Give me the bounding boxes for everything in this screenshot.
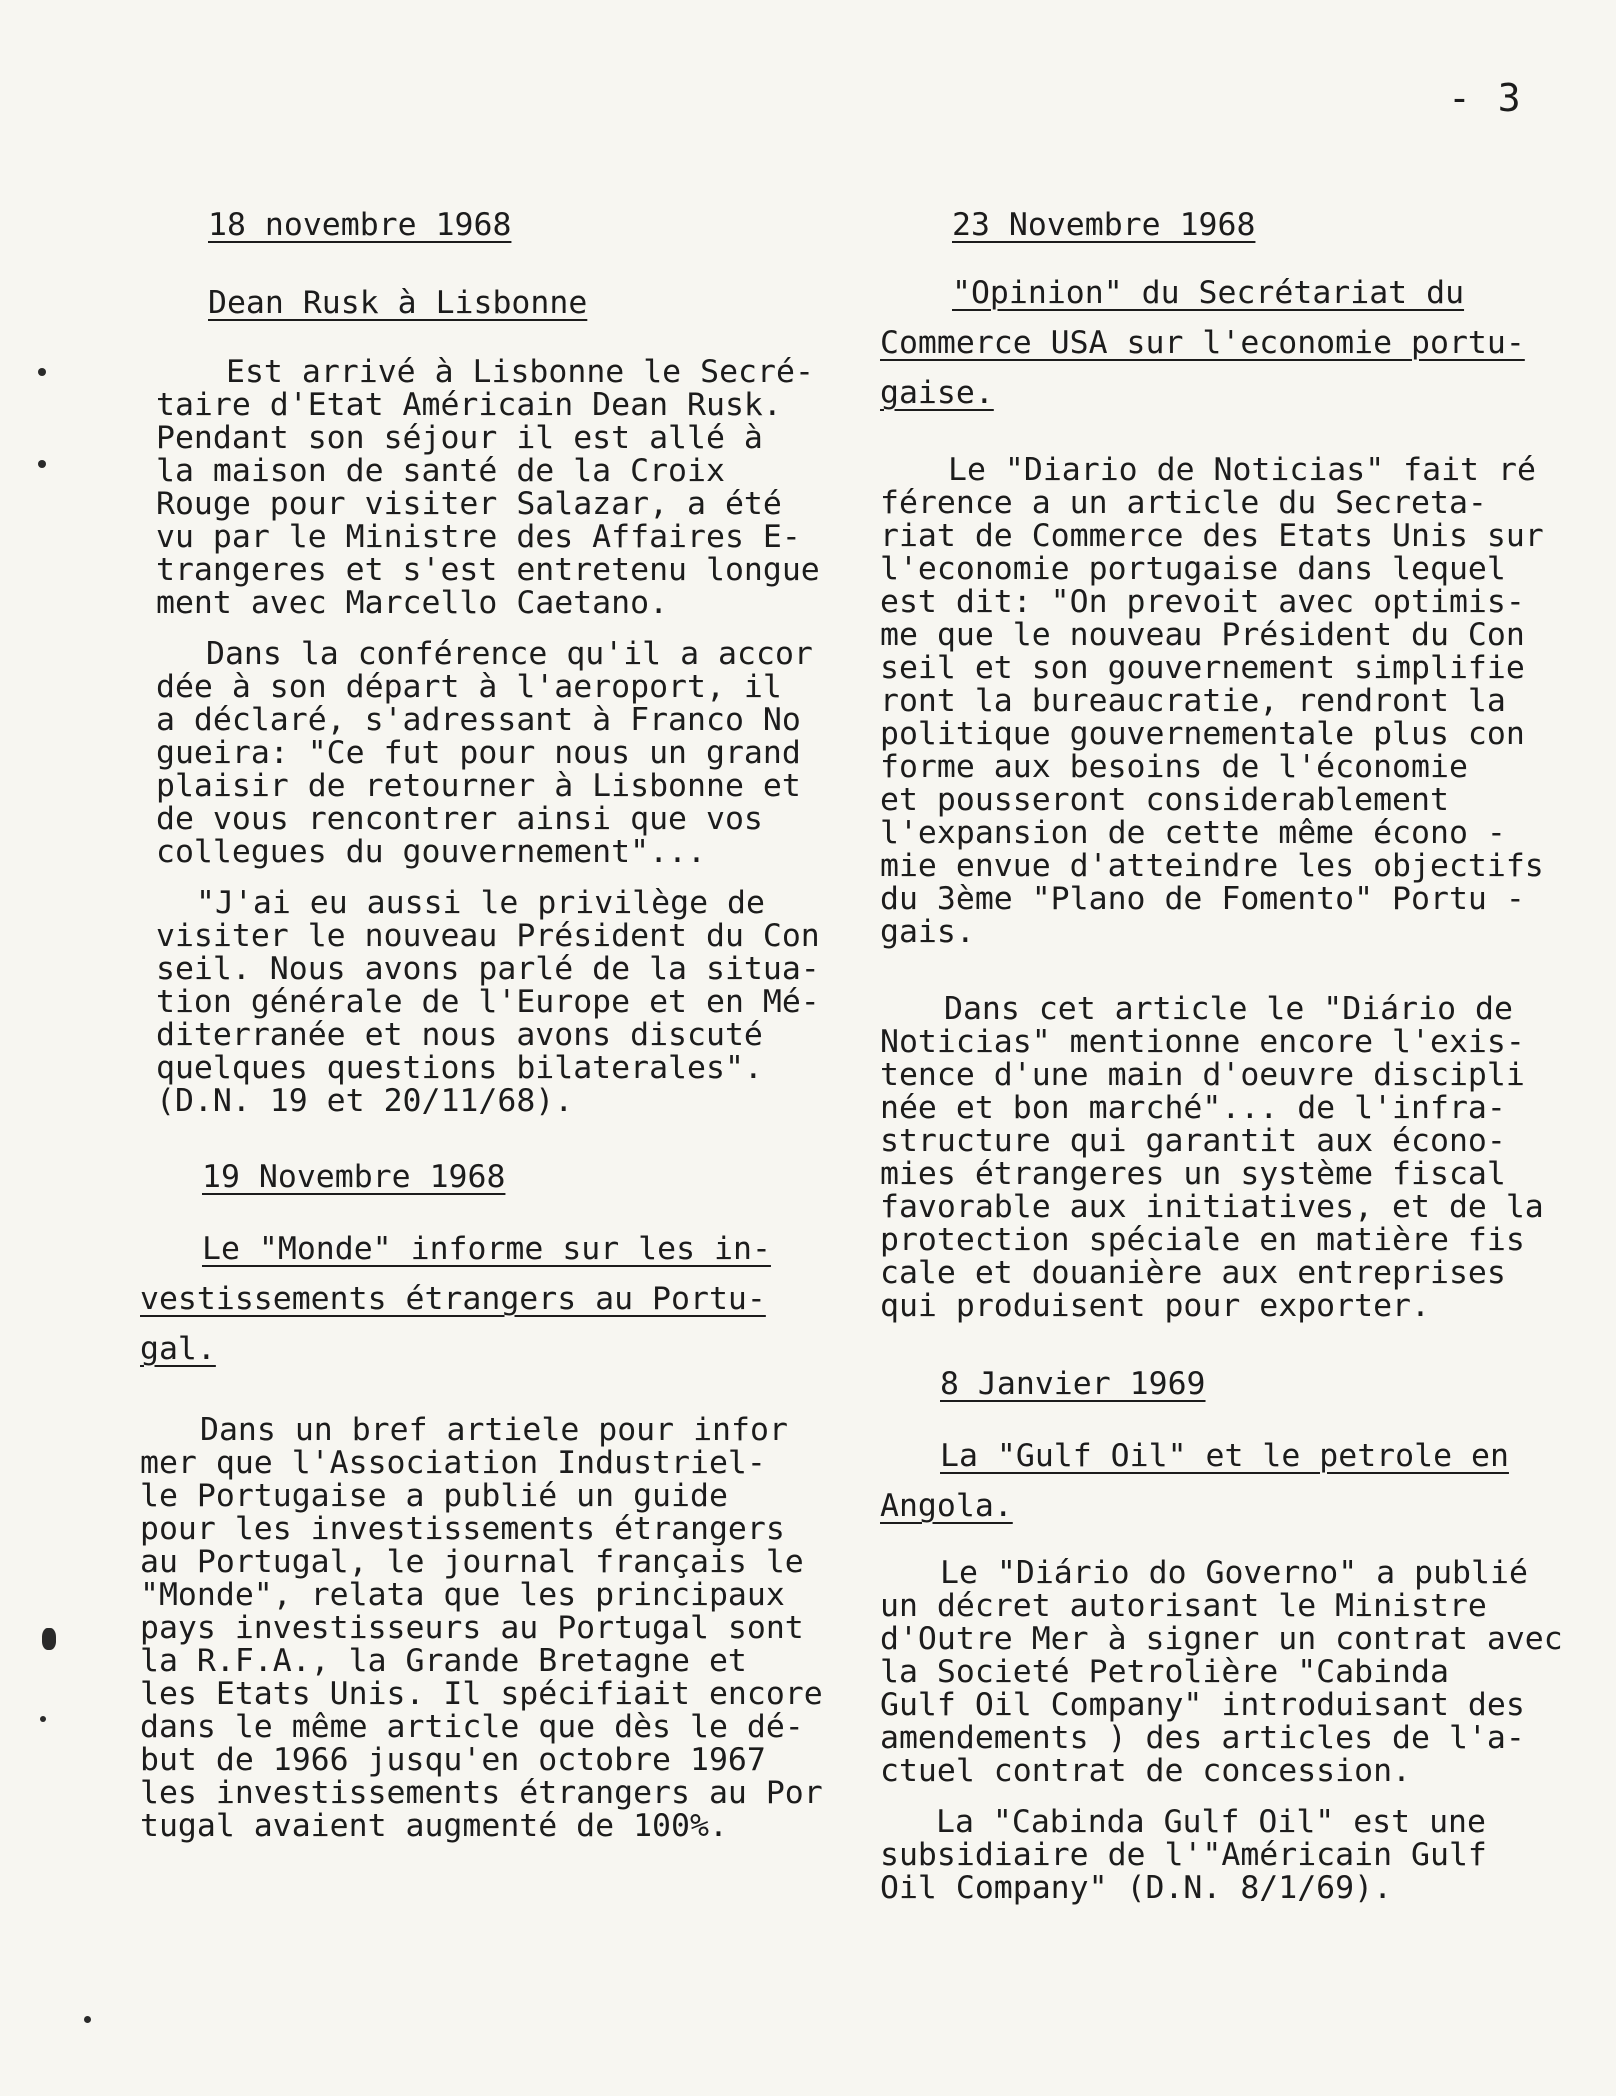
article-gulf-oil bbox=[880, 1359, 1580, 1905]
article-monde bbox=[140, 1152, 860, 1843]
article-paragraph: "J'ai eu aussi le privilège de visiter le nouveau Président du Con seil. Nous avons parlé de la situa- tion générale de l'Europe et en Mé- diterranée et nous avons discuté quelques questions bilaterales". (D.N. 19 et 20/11/68). bbox=[156, 885, 820, 1119]
article-paragraph: Le "Diário do Governo" a publié un décret autorisant le Ministre d'Outre Mer à signer un contrat avec la Societé Petrolière "Cabinda Gulf Oil Company" introduisant des amendements ) des articles de l'a- ctuel contrat de concession. bbox=[880, 1555, 1563, 1789]
article-date: 23 Novembre 1968 bbox=[952, 207, 1256, 243]
left-column bbox=[140, 200, 860, 1861]
page-number: - 3 bbox=[1448, 76, 1523, 120]
article-paragraph: Dans cet article le "Diário de Noticias" mentionne encore l'exis- tence d'une main d'oeuvre discipli née et bon marché"... de l'infra- structure qui garantit aux écono- mies étrangeres un système fiscal favorable aux initiatives, et de la protection spéciale en matière fis cale et douanière aux entreprises qui produisent pour exporter. bbox=[880, 991, 1544, 1324]
scan-mark bbox=[84, 2016, 91, 2023]
article-paragraph: La "Cabinda Gulf Oil" est une subsidiaire de l'"Américain Gulf Oil Company" (D.N. 8/1/69). bbox=[880, 1804, 1487, 1906]
article-date: 8 Janvier 1969 bbox=[940, 1366, 1206, 1402]
article-paragraph: Est arrivé à Lisbonne le Secré- taire d'Etat Américain Dean Rusk. Pendant son séjour il est allé à la maison de santé de la Croix Rouge pour visiter Salazar, a été vu par le Ministre des Affaires E- trangeres et s'est entretenu longue ment avec Marcello Caetano. bbox=[156, 354, 820, 621]
article-rusk bbox=[140, 200, 860, 1118]
article-opinion bbox=[880, 200, 1580, 1323]
article-title: Le "Monde" informe sur les in- vestissements étrangers au Portu- gal. bbox=[140, 1231, 771, 1367]
article-paragraph: Dans un bref artiele pour infor mer que l'Association Industriel- le Portugaise a publié un guide pour les investissements étrangers au Portugal, le journal français le "Monde", relata que les principaux pays investisseurs au Portugal sont la R.F.A., la Grande Bretagne et les Etats Unis. Il spécifiait encore dans le même article que dès le dé- but de 1966 jusqu'en octobre 1967 les investissements étrangers au Por tugal avaient augmenté de 100%. bbox=[140, 1412, 823, 1844]
article-date: 18 novembre 1968 bbox=[208, 207, 512, 243]
article-title: Dean Rusk à Lisbonne bbox=[208, 285, 588, 321]
scan-mark bbox=[40, 1716, 46, 1722]
right-column bbox=[880, 200, 1580, 1923]
scan-mark bbox=[38, 460, 46, 468]
scan-mark bbox=[38, 368, 46, 376]
article-paragraph: Le "Diario de Noticias" fait ré férence a un article du Secreta- riat de Commerce des Etats Unis sur l'economie portugaise dans lequel est dit: "On prevoit avec optimis- me que le nouveau Président du Con seil et son gouvernement simplifie ront la bureaucratie, rendront la politique gouvernementale plus con forme aux besoins de l'économie et pousseront considerablement l'expansion de cette même écono - mie envue d'atteindre les objectifs du 3ème "Plano de Fomento" Portu - gais. bbox=[880, 452, 1544, 950]
article-title: La "Gulf Oil" et le petrole en Angola. bbox=[880, 1438, 1509, 1524]
article-title: "Opinion" du Secrétariat du Commerce USA sur l'economie portu- gaise. bbox=[880, 275, 1525, 411]
scan-mark bbox=[42, 1628, 56, 1650]
article-paragraph: Dans la conférence qu'il a accor dée à son départ à l'aeroport, il a déclaré, s'adressant à Franco No gueira: "Ce fut pour nous un grand plaisir de retourner à Lisbonne et de vous rencontrer ainsi que vos collegues du gouvernement"... bbox=[156, 636, 813, 870]
article-date: 19 Novembre 1968 bbox=[202, 1159, 506, 1195]
